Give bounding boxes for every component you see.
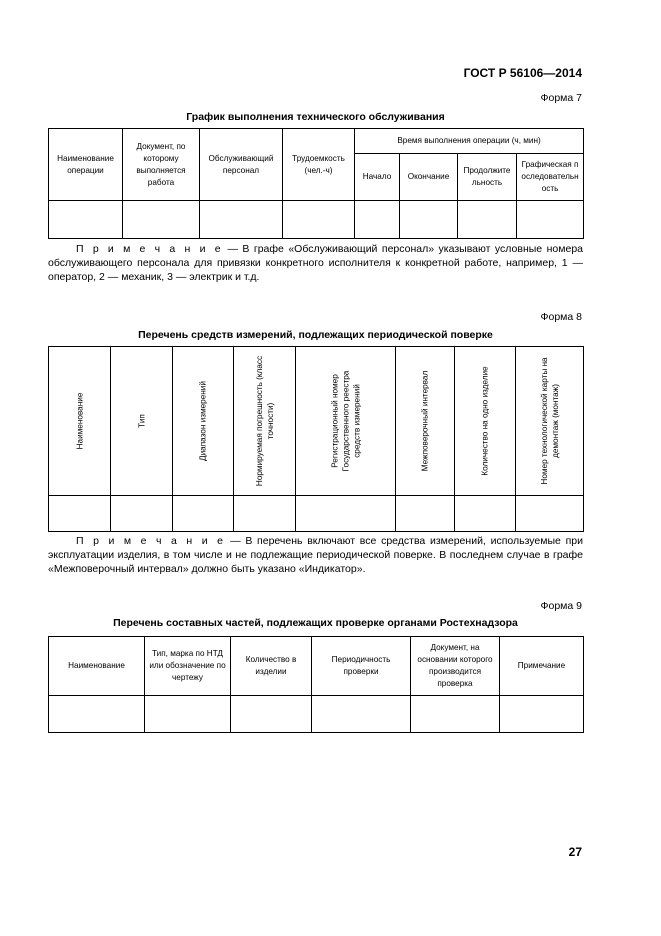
form7-col-sequence: Графическая последовательность [517, 154, 584, 201]
form7-col-document: Документ, по которому выполняется работа [123, 129, 200, 201]
form8-col-registry-number: Регистрационный номер Государственного реестра средств измерений [296, 347, 396, 496]
form9-col-document: Документ, на основании которого производится проверка [411, 637, 500, 696]
form7-col-duration: Продолжительность [458, 154, 517, 201]
form9-title: Перечень составных частей, подлежащих проверке органами Ростехнадзора [113, 617, 518, 629]
form9-table [48, 636, 584, 733]
form9-col-periodicity: Периодичность проверки [312, 637, 411, 696]
form8-label: Форма 8 [540, 311, 582, 323]
form8-empty-row [49, 496, 584, 532]
page-number: 27 [568, 845, 582, 859]
document-header: ГОСТ Р 56106—2014 [463, 66, 582, 80]
form7-note-lead: П р и м е ч а н и е [76, 243, 223, 255]
form7-empty-row [49, 201, 584, 239]
form9-col-type: Тип, марка по НТД или обозначение по чертежу [145, 637, 231, 696]
form8-title: Перечень средств измерений, подлежащих периодической поверке [138, 329, 493, 341]
form9-label: Форма 9 [540, 600, 582, 612]
form7-col-end: Окончание [400, 154, 458, 201]
form7-table [48, 128, 584, 239]
form8-col-range: Диапазон измерений [173, 347, 234, 496]
form8-col-accuracy: Нормируемая погрешность (класс точности) [234, 347, 296, 496]
form9-col-name: Наименование [49, 637, 145, 696]
form8-col-quantity: Количество на одно изделие [455, 347, 516, 496]
form9-empty-row [49, 696, 584, 733]
form9-col-notes: Примечание [500, 637, 584, 696]
form9-col-quantity: Количество в изделии [231, 637, 312, 696]
form8-note-lead: П р и м е ч а н и е [76, 535, 226, 547]
form8-col-tech-card: Номер технологической карты на демонтаж (монтаж) [516, 347, 584, 496]
form8-col-interval: Межповерочный интервал [396, 347, 455, 496]
form8-table [48, 346, 584, 532]
form8-col-name: Наименование [49, 347, 111, 496]
form7-col-time-group: Время выполнения операции (ч, мин) [355, 129, 584, 154]
form7-title: График выполнения технического обслуживания [186, 111, 445, 123]
form8-note-text: — В перечень включают все средства измерений, используемые при эксплуатации изделия, в том числе и не подлежащие периодической поверке. В последнем случае в графе «Межповерочный интервал» должно быть указано «Индикатор». [48, 535, 583, 575]
form7-col-start: Начало [355, 154, 400, 201]
form7-col-labor: Трудоемкость (чел.-ч) [283, 129, 355, 201]
form7-note-text: — В графе «Обслуживающий персонал» указывают условные номера обслуживающего персонала для привязки конкретного исполнителя к конкретной работе, например, 1 — оператор, 2 — механик, 3 — электрик и т.д. [48, 243, 583, 283]
form7-col-name: Наименование операции [49, 129, 123, 201]
form7-note [48, 242, 583, 284]
form8-col-type: Тип [111, 347, 173, 496]
form7-label: Форма 7 [540, 92, 582, 104]
form7-col-personnel: Обслуживающий персонал [200, 129, 283, 201]
form8-note [48, 534, 583, 576]
